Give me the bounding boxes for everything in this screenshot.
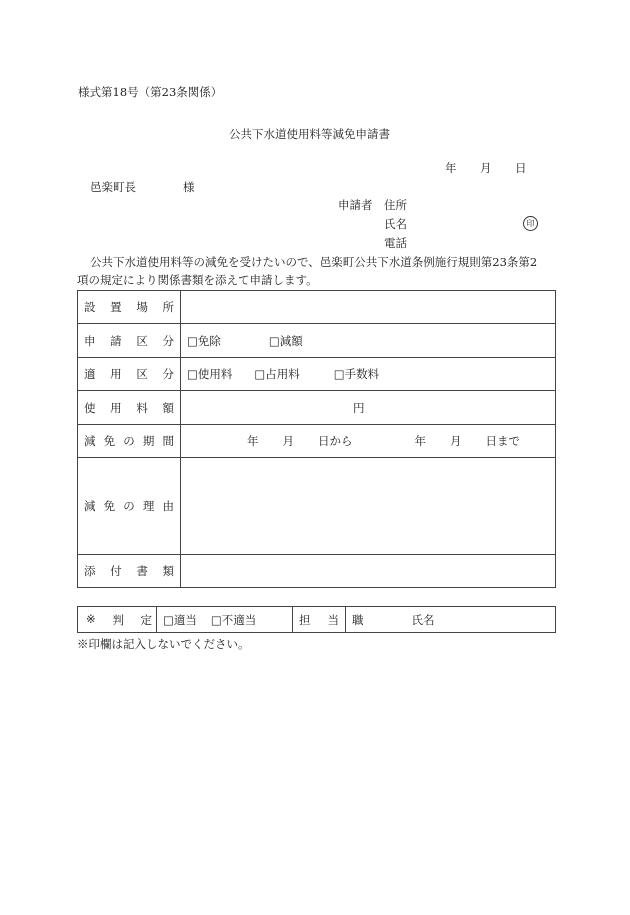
charge-label: 担 当 (293, 607, 346, 633)
date-month: 月 (480, 161, 492, 175)
category-field (181, 324, 556, 358)
attachments-label: 添 付 書 類 (78, 555, 181, 588)
seal-icon: 印 (523, 216, 538, 231)
checkbox-usage-fee[interactable]: □使用料 (187, 367, 233, 381)
body-text-line2: 項の規定により関係書類を添えて申請します。 (77, 273, 318, 287)
document-title: 公共下水道使用料等減免申請書 (229, 127, 390, 141)
checkbox-occupancy-fee[interactable]: □占用料 (254, 367, 300, 381)
footnote: ※印欄は記入しないでください。 (77, 637, 250, 651)
applied-field (181, 358, 556, 391)
judgment-label: ※ 判 定 (78, 607, 157, 633)
name-label: 氏名 (411, 612, 435, 627)
location-label: 設 置 場 所 (78, 291, 181, 324)
applicant-address-label: 住所 (384, 198, 407, 212)
applicant-name-label: 氏名 (384, 217, 407, 231)
category-label: 申 請 区 分 (78, 324, 181, 358)
checkbox-exemption[interactable]: □免除 (187, 333, 221, 348)
checkbox-reduction[interactable]: □減額 (268, 333, 303, 348)
judgment-row (78, 607, 556, 633)
application-form-table (77, 290, 556, 588)
yen-unit: 円 (353, 400, 365, 415)
table-row-period (78, 425, 556, 458)
applied-label: 適 用 区 分 (78, 358, 181, 391)
location-field[interactable] (181, 291, 556, 324)
attachments-field[interactable] (181, 555, 556, 588)
applicant-label: 申請者 (338, 198, 373, 212)
seal-mark (523, 215, 538, 231)
post-label: 職 (352, 612, 364, 627)
date-year: 年 (445, 161, 457, 175)
table-row-applied (78, 358, 556, 391)
fee-label: 使 用 料 額 (78, 391, 181, 425)
reason-label: 減 免 の 理 由 (78, 458, 181, 555)
judgment-table (77, 606, 556, 633)
reason-field[interactable] (181, 458, 556, 555)
table-row-location (78, 291, 556, 324)
table-row-reason (78, 458, 556, 555)
addressee-honorific: 様 (183, 180, 195, 194)
addressee-name: 邑楽町長 (90, 180, 136, 194)
checkbox-appropriate[interactable]: □適当 (163, 612, 197, 627)
period-field[interactable]: 年 月 日から 年 月 日まで (181, 425, 556, 458)
applicant-phone-label: 電話 (384, 236, 407, 250)
checkbox-inappropriate[interactable]: □不適当 (210, 612, 257, 627)
table-row-category (78, 324, 556, 358)
form-number: 様式第18号（第23条関係） (78, 85, 223, 99)
fee-field[interactable] (181, 391, 556, 425)
checkbox-handling-fee[interactable]: □手数料 (333, 367, 380, 381)
table-row-fee (78, 391, 556, 425)
period-label: 減 免 の 期 間 (78, 425, 181, 458)
table-row-attachments (78, 555, 556, 588)
date-day: 日 (515, 161, 527, 175)
body-text-line1: 公共下水道使用料等の減免を受けたいので、邑楽町公共下水道条例施行規則第23条第2 (90, 255, 538, 269)
judgment-options (157, 607, 293, 633)
charge-field (346, 607, 556, 633)
